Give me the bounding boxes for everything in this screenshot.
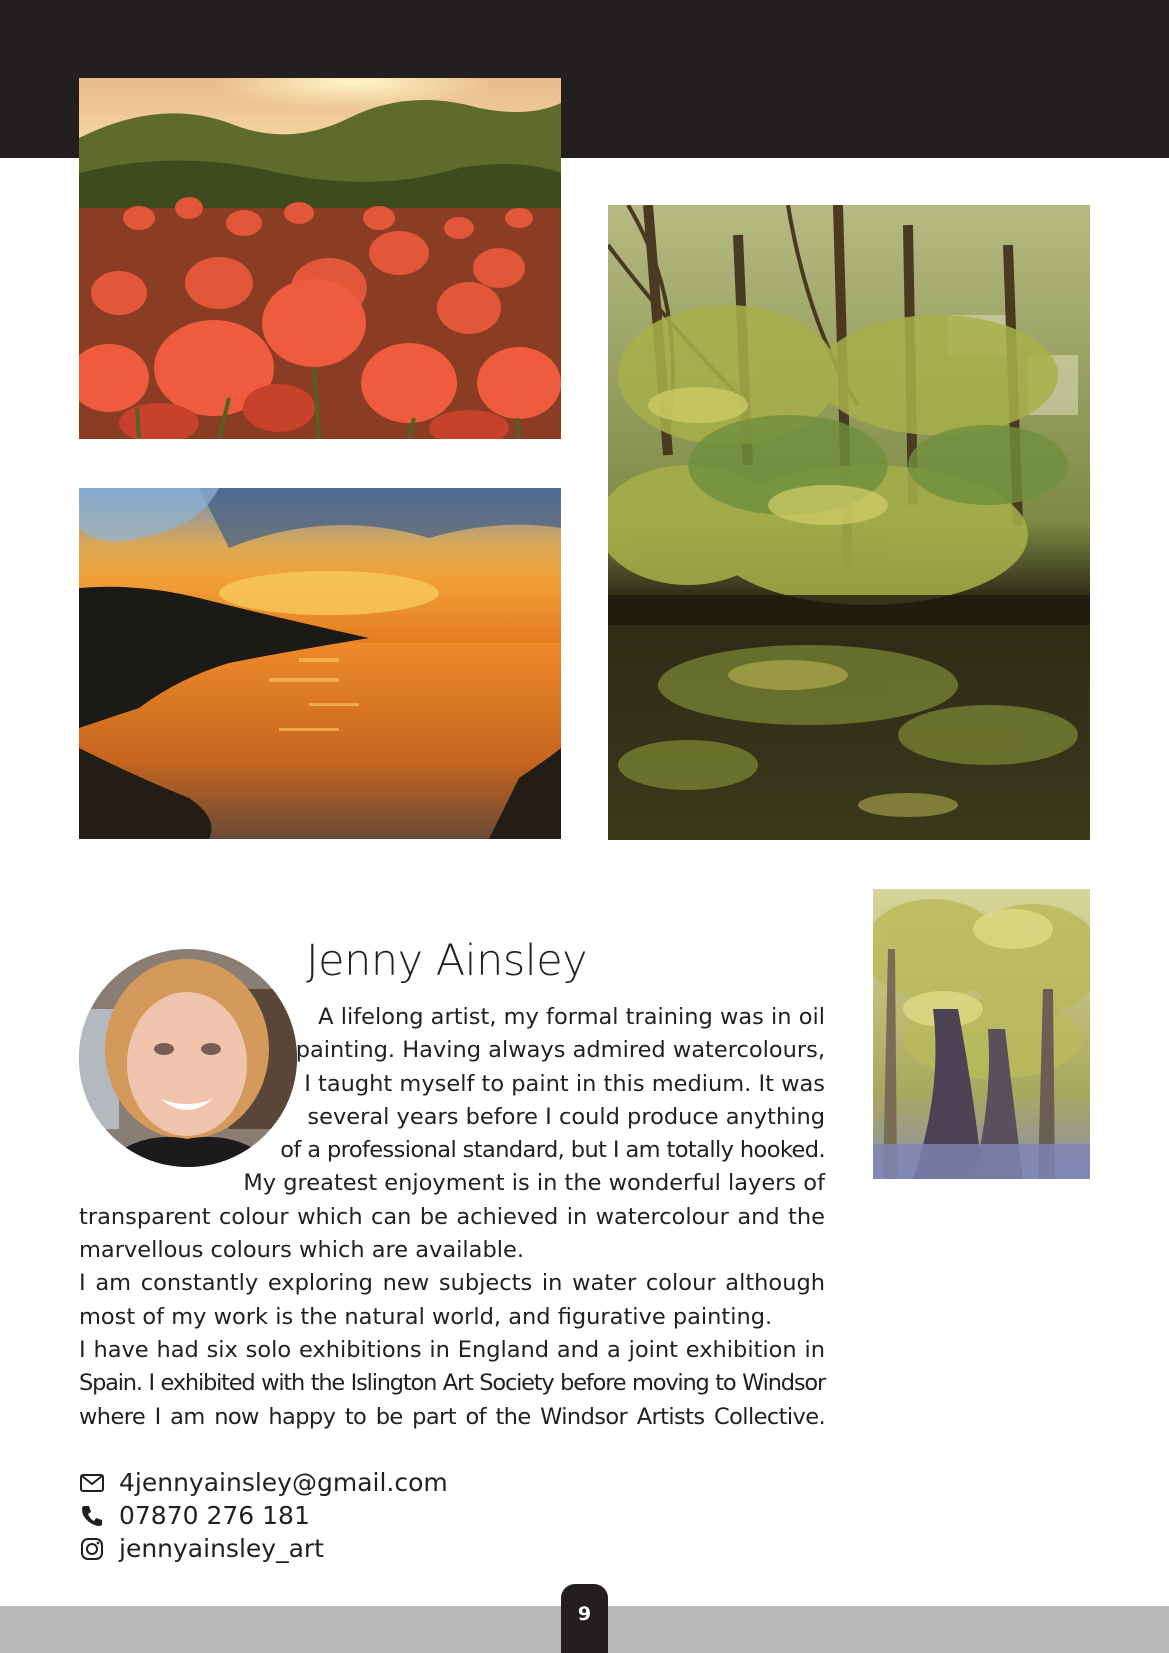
bio-line: Spain. I exhibited with the Islington Art Society before moving to Windsor: [79, 1370, 825, 1397]
bio-line: My greatest enjoyment is in the wonderful layers of: [243, 1170, 825, 1197]
bio-line: I taught myself to paint in this medium. It was: [304, 1070, 825, 1097]
phone-icon: [79, 1503, 105, 1529]
bluebell-wood-painting: [873, 889, 1090, 1179]
bio-line: where I am now happy to be part of the Windsor Artists Collective.: [79, 1403, 825, 1430]
envelope-icon: [79, 1470, 105, 1496]
contact-phone[interactable]: [79, 1499, 448, 1532]
page-number: 9: [561, 1584, 608, 1653]
email-text: 4jennyainsley@gmail.com: [119, 1468, 448, 1497]
bio-line: of a professional standard, but I am totally hooked.: [280, 1137, 825, 1164]
woodland-reflection-painting: [608, 205, 1090, 840]
bio-line: I have had six solo exhibitions in England and a joint exhibition in: [79, 1336, 825, 1363]
artist-bio: [79, 1001, 825, 1434]
contact-details: [79, 1466, 448, 1565]
bio-line: most of my work is the natural world, and figurative painting.: [79, 1303, 773, 1330]
bio-line: several years before I could produce anything: [307, 1103, 825, 1130]
instagram-text: jennyainsley_art: [119, 1534, 324, 1563]
instagram-icon: [79, 1536, 105, 1562]
contact-email[interactable]: [79, 1466, 448, 1499]
bio-line: A lifelong artist, my formal training was in oil: [318, 1004, 825, 1030]
artist-name: Jenny Ainsley: [306, 936, 588, 986]
sunset-lake-painting: [79, 488, 561, 839]
poppy-field-painting: [79, 78, 561, 439]
phone-text: 07870 276 181: [119, 1501, 310, 1530]
contact-instagram[interactable]: [79, 1532, 448, 1565]
bio-line: I am constantly exploring new subjects in water colour although: [79, 1270, 825, 1297]
bio-line: transparent colour which can be achieved in watercolour and the: [79, 1203, 825, 1230]
bio-line: marvellous colours which are available.: [79, 1237, 525, 1264]
bio-line: painting. Having always admired watercolours,: [295, 1037, 825, 1064]
